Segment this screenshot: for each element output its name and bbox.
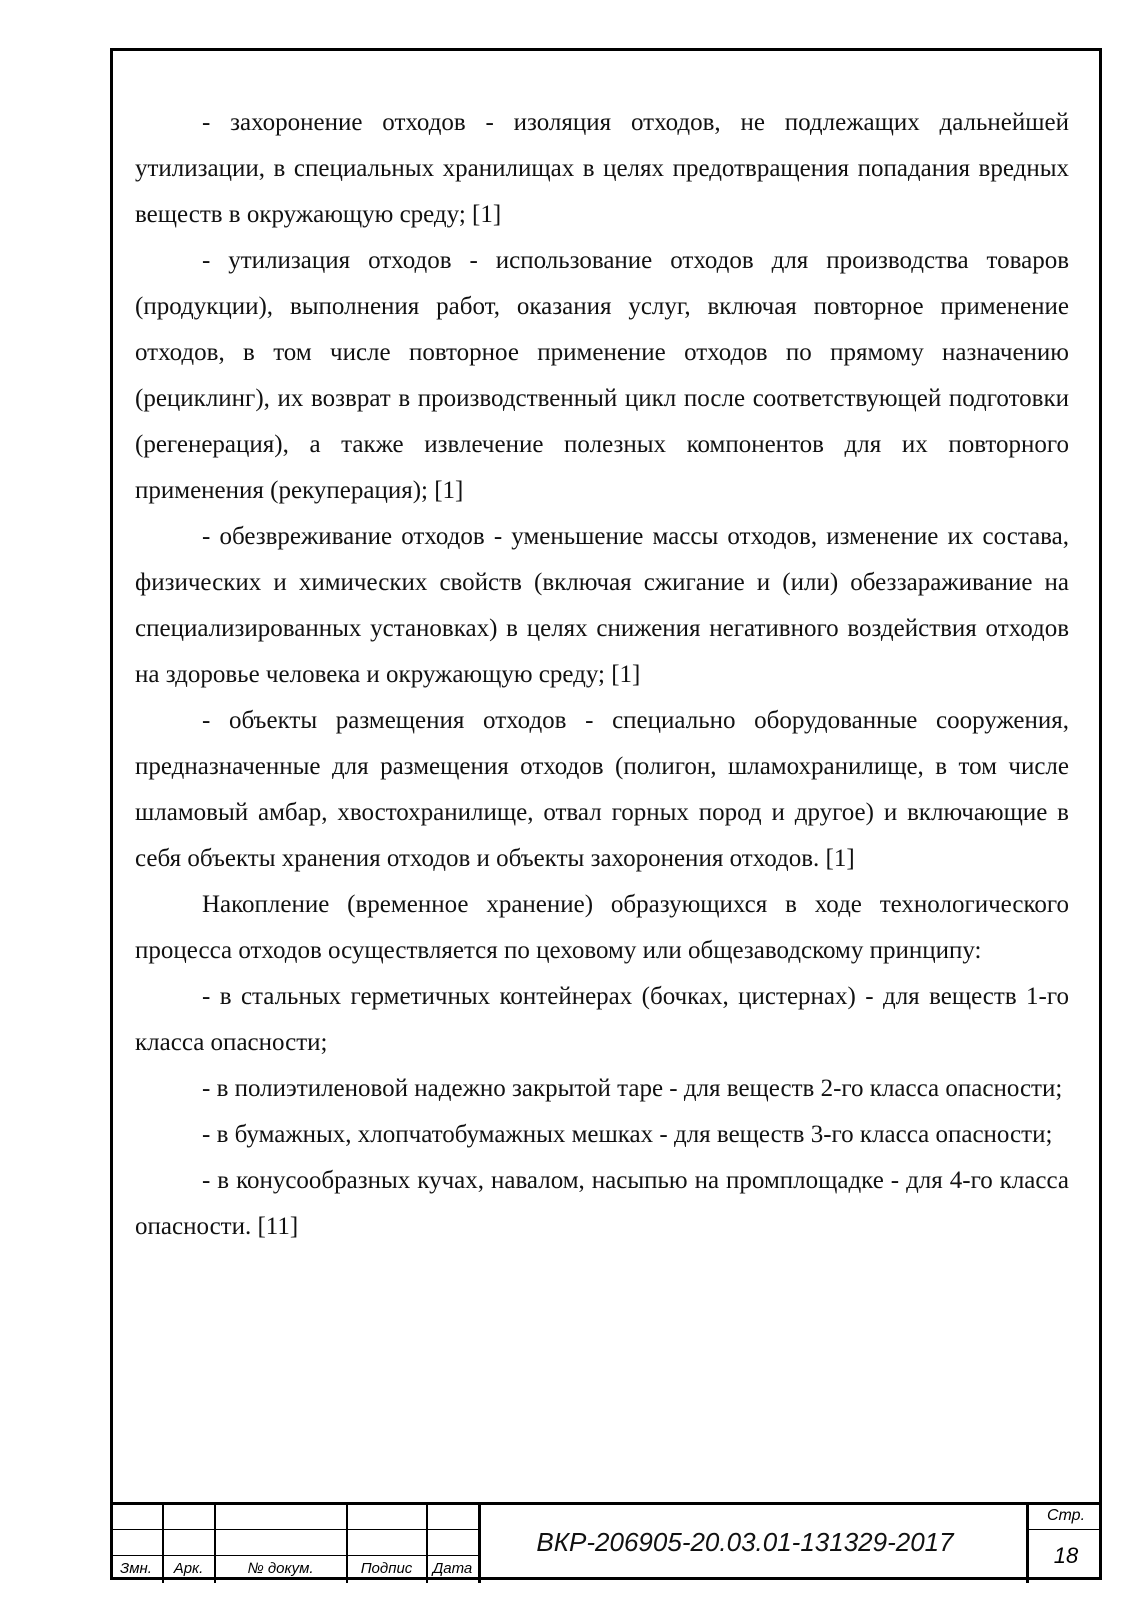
stamp-col-line-6 <box>1026 1505 1029 1583</box>
stamp-row-line-2 <box>110 1555 480 1556</box>
stamp-label-doc-number: № докум. <box>247 1560 314 1577</box>
stamp-col-line-5 <box>478 1505 481 1583</box>
paragraph-utilization: - утилизация отходов - использование отходов для производства товаров (продукции), выполнения работ, оказания услуг, включая повторное применение отходов, в том числе повторное применение отходов по прямому назначению (рециклинг), их возврат в производственный цикл после соответствующей подготовки (регенерация), а также извлечение полезных компонентов для их повторного применения (рекуперация); [1] <box>135 247 1069 504</box>
paragraph-class-2: - в полиэтиленовой надежно закрытой таре - для веществ 2-го класса опасности; <box>202 1075 1063 1102</box>
title-block <box>110 1502 1102 1580</box>
paragraph-placement-objects: - объекты размещения отходов - специально оборудованные сооружения, предназначенные для размещения отходов (полигон, шламохранилище, в том числе шламовый амбар, хвостохранилище, отвал горных пород и другое) и включающие в себя объекты хранения отходов и объекты захоронения отходов. [1] <box>135 707 1069 872</box>
paragraph-burial: - захоронение отходов - изоляция отходов, не подлежащих дальнейшей утилизации, в специальных хранилищах в целях предотвращения попадания вредных веществ в окружающую среду; [1] <box>135 109 1069 228</box>
paragraph-class-4: - в конусообразных кучах, навалом, насыпью на промплощадке - для 4-го класса опасности. [11] <box>135 1167 1069 1240</box>
stamp-label-change: Змн. <box>120 1560 152 1577</box>
stamp-page-line <box>1028 1529 1102 1530</box>
stamp-label-date: Дата <box>432 1560 473 1577</box>
document-code: ВКР-206905-20.03.01-131329-2017 <box>536 1527 954 1557</box>
document-body <box>135 100 1069 1250</box>
paragraph-neutralization: - обезвреживание отходов - уменьшение массы отходов, изменение их состава, физических и химических свойств (включая сжигание и (или) обеззараживание на специализированных установках) в целях снижения негативного воздействия отходов на здоровье человека и окружающую среду; [1] <box>135 523 1069 688</box>
page-number: 18 <box>1053 1543 1079 1568</box>
paragraph-accumulation: Накопление (временное хранение) образующихся в ходе технологического процесса отходов осуществляется по цеховому или общезаводскому принципу: <box>135 891 1069 964</box>
paragraph-class-1: - в стальных герметичных контейнерах (бочках, цистернах) - для веществ 1-го класса опасности; <box>135 983 1069 1056</box>
paragraph-class-3: - в бумажных, хлопчатобумажных мешках - для веществ 3-го класса опасности; <box>202 1121 1053 1148</box>
stamp-row-line-1 <box>110 1529 480 1530</box>
page-caption: Стр. <box>1046 1507 1086 1524</box>
stamp-label-sheet: Арк. <box>173 1560 204 1577</box>
stamp-label-signature: Подпис <box>360 1560 413 1577</box>
